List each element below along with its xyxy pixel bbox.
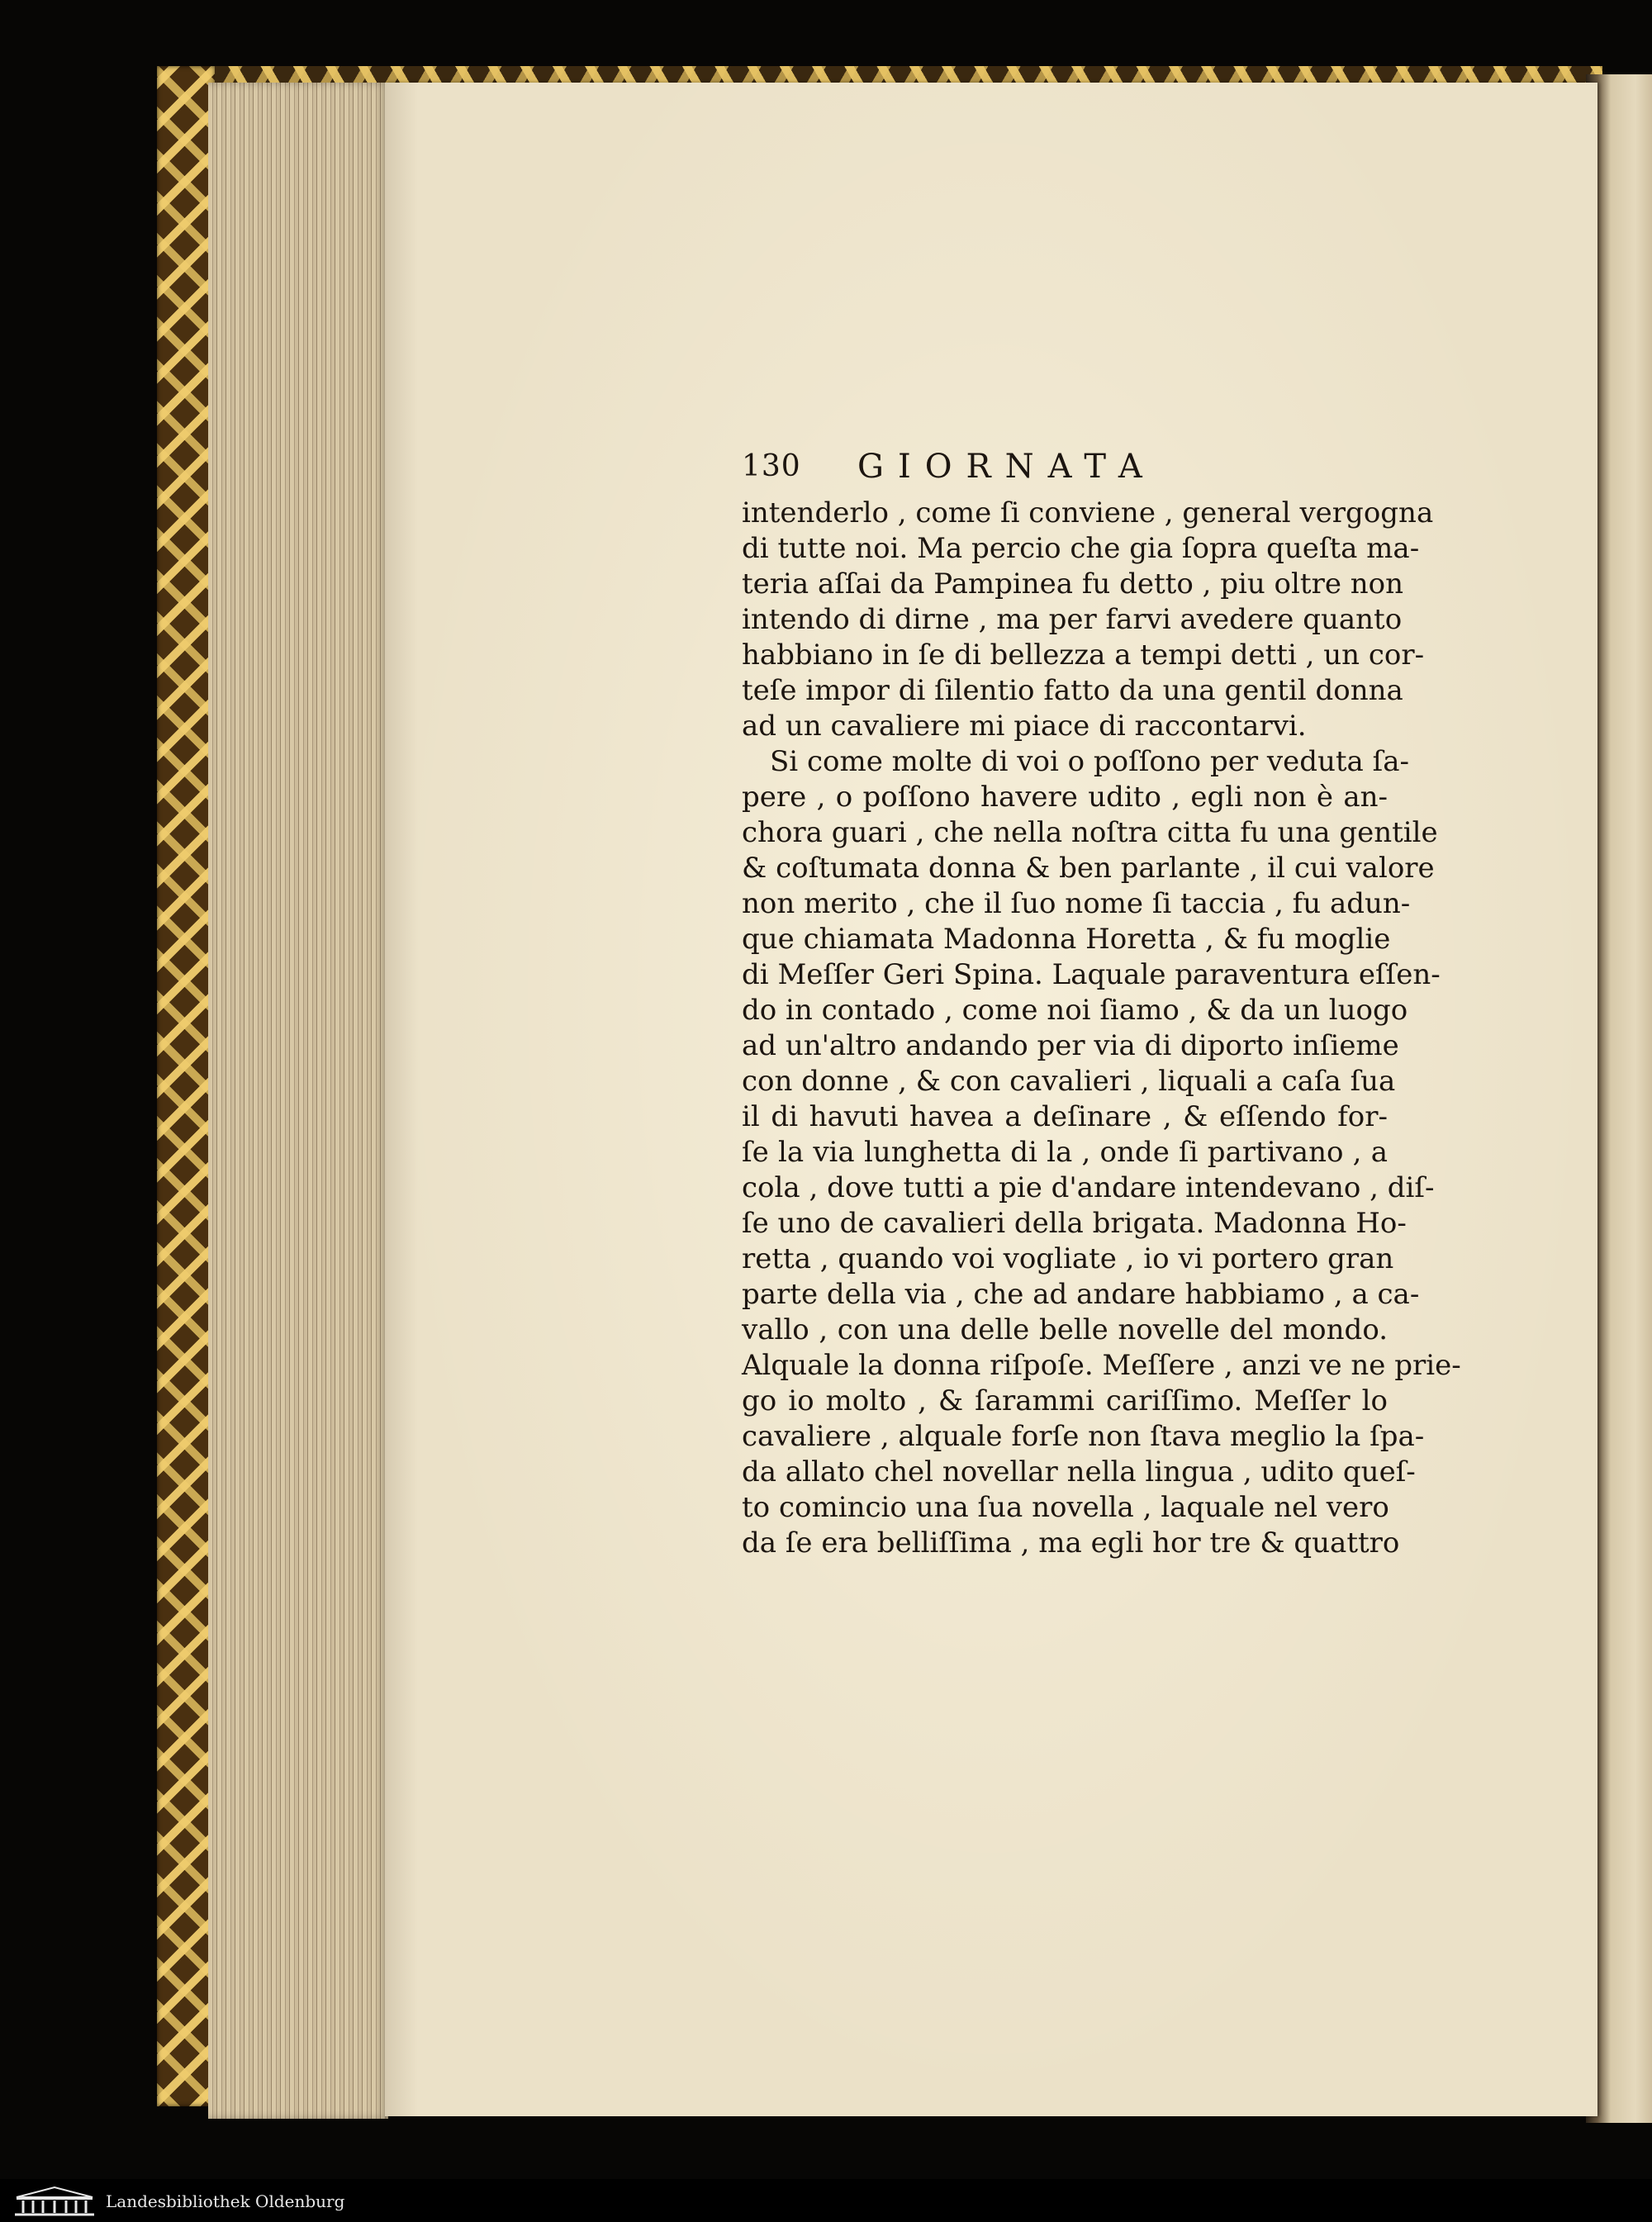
page-edges	[208, 83, 388, 2119]
body-text	[742, 496, 1461, 1561]
text-line: pere , o poſſono havere udito , egli non è an-	[742, 781, 1388, 814]
text-line: teria aſſai da Pampinea fu detto , piu oltre non	[742, 567, 1404, 601]
text-line: da allato chel novellar nella lingua , udito queſ-	[742, 1455, 1416, 1488]
running-head	[742, 441, 1388, 496]
running-title: GIORNATA	[857, 448, 1156, 486]
text-line: Si come molte di voi o poſſono per veduta ſa-	[770, 745, 1409, 778]
text-line: di tutte noi. Ma percio che gia ſopra queſta ma-	[742, 532, 1420, 565]
text-line: to comincio una ſua novella , laquale nel vero	[742, 1491, 1389, 1524]
text-line: ad un cavaliere mi piace di raccontarvi.	[742, 710, 1307, 743]
footer-bar	[0, 2179, 1652, 2222]
text-line: habbiano in ſe di bellezza a tempi detti , un cor-	[742, 639, 1425, 672]
gilt-spine-border	[157, 66, 215, 2106]
text-line: Alquale la donna riſpoſe. Meſſere , anzi ve ne prie-	[742, 1349, 1461, 1382]
text-line: il di havuti havea a deſinare , & eſſendo for-	[742, 1100, 1388, 1133]
text-line: do in contado , come noi ſiamo , & da un luogo	[742, 994, 1408, 1027]
text-line: & coſtumata donna & ben parlante , il cui valore	[742, 852, 1435, 885]
text-line: vallo , con una delle belle novelle del mondo.	[742, 1313, 1388, 1346]
text-line: da ſe era belliſſima , ma egli hor tre & quattro	[742, 1526, 1400, 1560]
text-line: intenderlo , come ſi conviene , general vergogna	[742, 496, 1434, 529]
text-line: teſe impor di ſilentio fatto da una gentil donna	[742, 674, 1403, 707]
text-line: go io molto , & ſarammi cariſſimo. Meſſer lo	[742, 1384, 1388, 1417]
text-line: que chiamata Madonna Horetta , & fu moglie	[742, 923, 1391, 956]
library-name: Landesbibliothek Oldenburg	[106, 2191, 345, 2211]
text-line: di Meſſer Geri Spina. Laquale paraventura eſſen-	[742, 958, 1441, 991]
text-line: intendo di dirne , ma per farvi avedere quanto	[742, 603, 1403, 636]
text-line: ad un'altro andando per via di diporto inſieme	[742, 1029, 1399, 1062]
text-line: cavaliere , alquale forſe non ſtava meglio la ſpa-	[742, 1420, 1425, 1453]
text-line: ſe la via lunghetta di la , onde ſi partivano , a	[742, 1136, 1388, 1169]
text-line: retta , quando voi vogliate , io vi portero gran	[742, 1242, 1394, 1275]
text-line: ſe uno de cavalieri della brigata. Madonna Ho-	[742, 1207, 1407, 1240]
text-line: non merito , che il ſuo nome ſi taccia , fu adun-	[742, 887, 1411, 920]
text-line: chora guari , che nella noſtra citta fu una gentile	[742, 816, 1438, 849]
text-block	[742, 441, 1461, 1561]
text-line: cola , dove tutti a pie d'andare intendevano , diſ-	[742, 1171, 1435, 1204]
library-building-icon	[13, 2186, 96, 2217]
page-number: 130	[742, 449, 801, 483]
text-line: con donne , & con cavalieri , liquali a caſa ſua	[742, 1065, 1396, 1098]
text-line: parte della via , che ad andare habbiamo , a ca-	[742, 1278, 1420, 1311]
